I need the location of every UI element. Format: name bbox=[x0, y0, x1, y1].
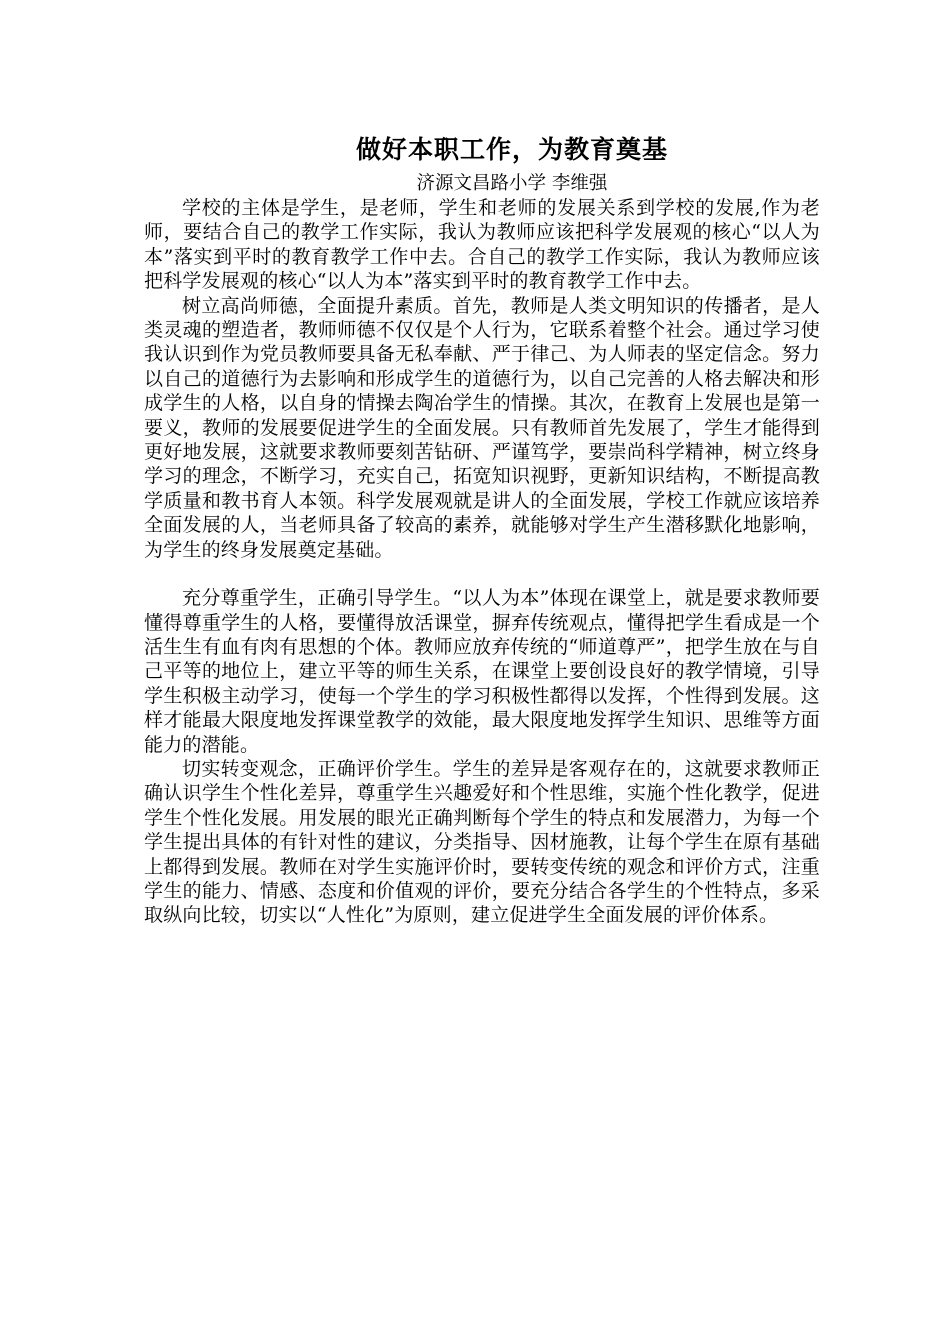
paragraph-gap bbox=[144, 562, 820, 586]
paragraph-respect: 充分尊重学生，正确引导学生。“以人为本”体现在课堂上，就是要求教师要懂得尊重学生的人格，要懂得放活课堂，摒弃传统观点，懂得把学生看成是一个活生生有血有肉有思想的个体。教师应放弃传统的“师道尊严”，把学生放在与自己平等的地位上，建立平等的师生关系，在课堂上要创设良好的教学情境，引导学生积极主动学习，使每一个学生的学习积极性都得以发挥，个性得到发展。这样才能最大限度地发挥课堂教学的效能，最大限度地发挥学生知识、思维等方面能力的潜能。 bbox=[144, 587, 820, 756]
paragraph-evaluation: 切实转变观念，正确评价学生。学生的差异是客观存在的，这就要求教师正确认识学生个性化差异，尊重学生兴趣爱好和个性思维，实施个性化教学，促进学生个性化发展。用发展的眼光正确判断每个学生的特点和发展潜力，为每一个学生提出具体的有针对性的建议，分类指导、因材施教，让每个学生在原有基础上都得到发展。教师在对学生实施评价时，要转变传统的观念和评价方式，注重学生的能力、情感、态度和价值观的评价，要充分结合各学生的个性特点，多采取纵向比较，切实以“人性化”为原则，建立促进学生全面发展的评价体系。 bbox=[144, 757, 820, 927]
author-byline: 济源文昌路小学 李维强 bbox=[416, 173, 608, 194]
document-page bbox=[144, 130, 820, 928]
paragraph-ethics: 树立高尚师德，全面提升素质。首先，教师是人类文明知识的传播者，是人类灵魂的塑造者，教师师德不仅仅是个人行为，它联系着整个社会。通过学习使我认识到作为党员教师要具备无私奉献、严于律己、为人师表的坚定信念。努力以自己的道德行为去影响和形成学生的道德行为，以自己完善的人格去解决和形成学生的人格，以自身的情操去陶冶学生的情操。其次，在教育上发展也是第一要义，教师的发展要促进学生的全面发展。只有教师首先发展了，学生才能得到更好地发展，这就要求教师要刻苦钻研、严谨笃学，要崇尚科学精神，树立终身学习的理念，不断学习，充实自己，拓宽知识视野，更新知识结构，不断提高教学质量和教书育人本领。科学发展观就是讲人的全面发展，学校工作就应该培养全面发展的人，当老师具备了较高的素养，就能够对学生产生潜移默化地影响，为学生的终身发展奠定基础。 bbox=[144, 294, 820, 561]
document-title: 做好本职工作，为教育奠基 bbox=[355, 135, 668, 164]
paragraph-intro: 学校的主体是学生，是老师，学生和老师的发展关系到学校的发展,作为老师，要结合自己的教学工作实际，我认为教师应该把科学发展观的核心“以人为本”落实到平时的教育教学工作中去。合自己的教学工作实际，我认为教师应该把科学发展观的核心“以人为本”落实到平时的教育教学工作中去。 bbox=[144, 197, 820, 293]
